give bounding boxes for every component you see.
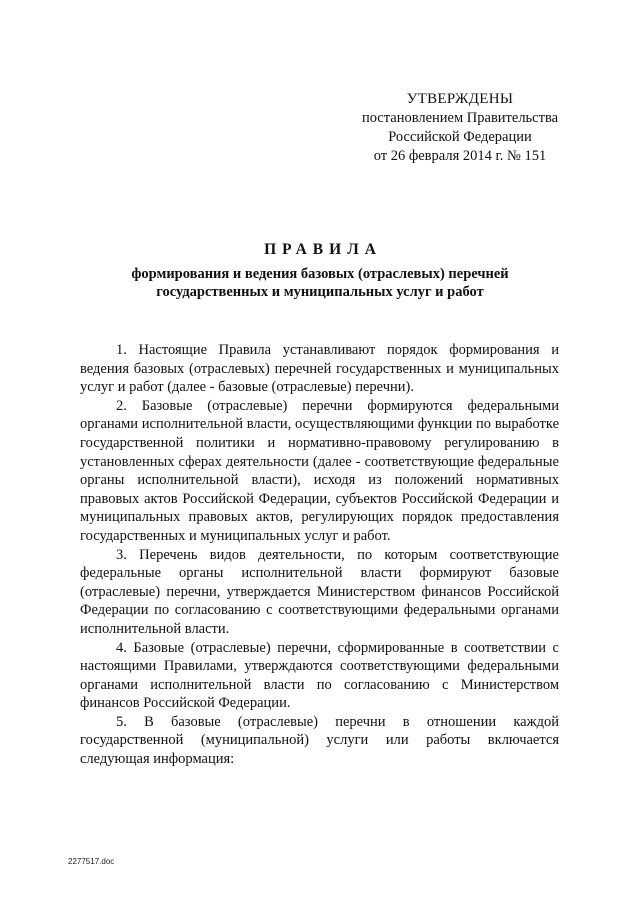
approval-line-3: от 26 февраля 2014 г. № 151 [373, 148, 547, 164]
document-subtitle-line-1: формирования и ведения базовых (отраслевых) перечней [131, 266, 509, 282]
footer-filename: 2277517.doc [68, 857, 115, 866]
paragraph-1: 1. Настоящие Правила устанавливают порядок формирования и ведения базовых (отраслевых) перечней государственных и муниципальных услуг и работ (далее - базовые (отраслевые) перечни). [80, 342, 559, 396]
paragraph-5: 5. В базовые (отраслевые) перечни в отношении каждой государственной (муниципальной) услуги или работы включается следующая информация: [80, 713, 559, 768]
paragraph-2: 2. Базовые (отраслевые) перечни формируются федеральными органами исполнительной власти, осуществляющими функции по выработке государственной политики и нормативно-правовому регулированию в установленных сферах деятельности (далее - соответствующие федеральные органы исполнительной власти), исходя из положений нормативных правовых актов Российской Федерации, субъектов Российской Федерации и муниципальных правовых актов, регулирующих порядок предоставления государственных и муниципальных услуг и работ. [80, 397, 559, 544]
document-subtitle [80, 265, 560, 301]
approval-block [330, 90, 590, 166]
document-subtitle-line-2: государственных и муниципальных услуг и работ [156, 284, 484, 300]
approval-title: УТВЕРЖДЕНЫ [406, 91, 514, 107]
document-body [80, 341, 559, 769]
approval-line-1: постановлением Правительства [361, 110, 559, 126]
paragraph-4: 4. Базовые (отраслевые) перечни, сформированные в соответствии с настоящими Правилами, утверждаются соответствующими федеральными органами исполнительной власти по согласованию с Министерством финансов Российской Федерации. [80, 639, 559, 712]
approval-line-2: Российской Федерации [388, 129, 532, 145]
document-title: ПРАВИЛА [264, 241, 382, 258]
paragraph-3: 3. Перечень видов деятельности, по которым соответствующие федеральные органы исполнительной власти формируют базовые (отраслевые) перечни, утверждается Министерством финансов Российской Федерации по согласованию с соответствующими федеральными органами исполнительной власти. [80, 546, 559, 637]
